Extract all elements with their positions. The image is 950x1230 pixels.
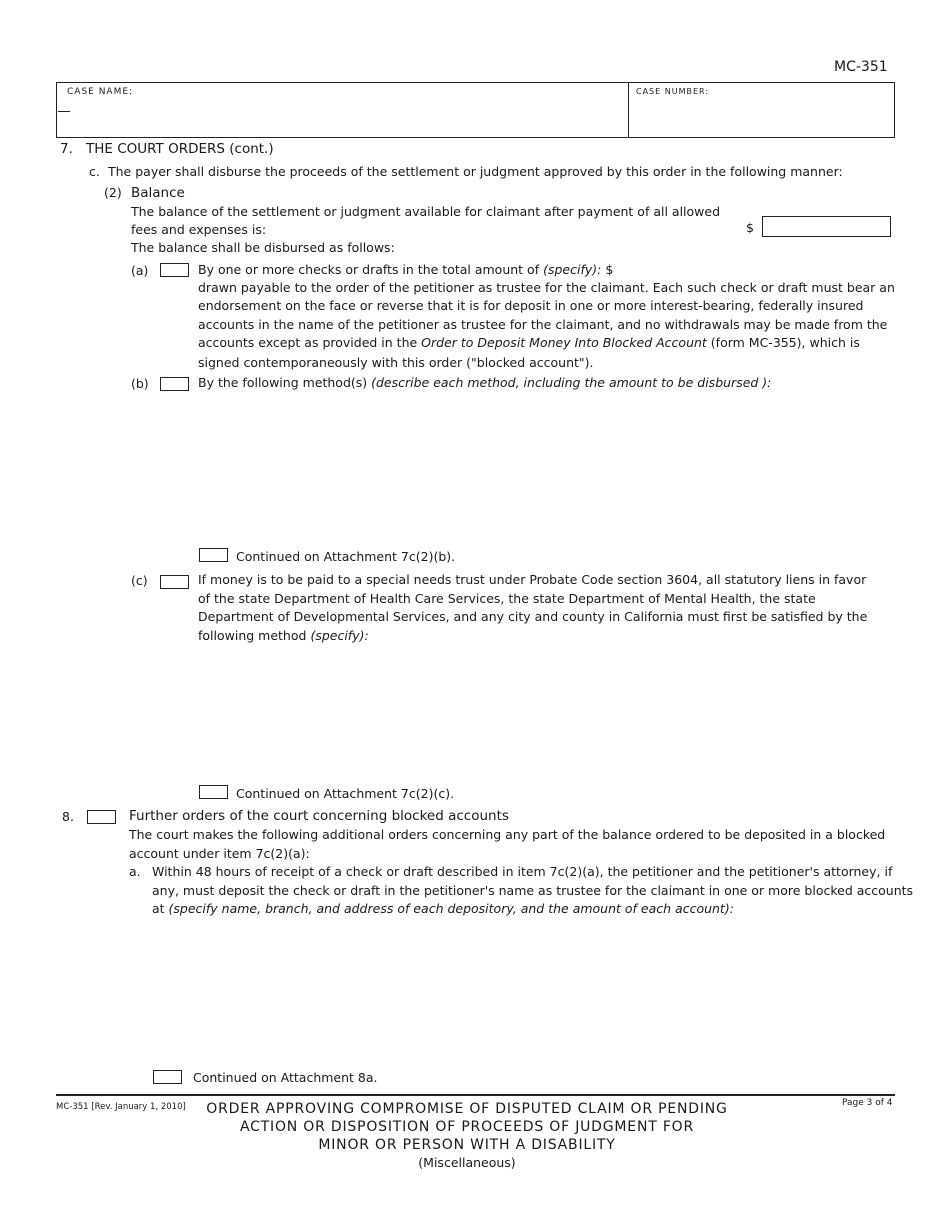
option-b-checkbox[interactable] <box>160 377 189 391</box>
balance-line-1: The balance of the settlement or judgment available for claimant after payment of all allowed <box>131 204 721 219</box>
option-a-line-5-post: (form MC-355), which is <box>710 335 860 350</box>
form-title-line-2: ACTION OR DISPOSITION OF PROCEEDS OF JUDGMENT FOR <box>239 1119 695 1135</box>
option-c-line-3: Department of Developmental Services, and any city and county in California must first be satisfied by the <box>198 609 868 624</box>
option-a-specify: (specify): <box>543 262 602 277</box>
option-a-checkbox[interactable] <box>160 263 189 277</box>
option-b-continued-checkbox[interactable] <box>199 548 228 562</box>
option-c-line-1: If money is to be paid to a special needs trust under Probate Code section 3604, all statutory liens in favor <box>198 572 867 587</box>
item7-heading: THE COURT ORDERS (cont.) <box>86 141 274 157</box>
item7c-letter: c. <box>89 164 100 179</box>
option-b-continued-label: Continued on Attachment 7c(2)(b). <box>236 549 456 564</box>
option-a-dollar: $ <box>605 262 614 277</box>
option-b-text-pre: By the following method(s) <box>198 375 368 390</box>
item7-number: 7. <box>60 141 73 157</box>
option-c-continued-checkbox[interactable] <box>199 785 228 799</box>
option-c-line-2: of the state Department of Health Care Services, the state Department of Mental Health, the state <box>198 591 816 606</box>
case-name-label: CASE NAME: <box>67 87 134 97</box>
item8-intro-line-2: account under item 7c(2)(a): <box>129 846 310 861</box>
form-title-line-3: MINOR OR PERSON WITH A DISABILITY <box>318 1137 616 1153</box>
item8-heading: Further orders of the court concerning blocked accounts <box>129 808 509 824</box>
balance-amount-input[interactable] <box>762 216 891 237</box>
case-number-label: CASE NUMBER: <box>636 87 710 96</box>
item8-checkbox[interactable] <box>87 810 116 824</box>
item8a-specify: (specify name, branch, and address of each depository, and the amount of each account): <box>168 901 734 916</box>
item8a-line-1: Within 48 hours of receipt of a check or draft described in item 7c(2)(a), the petitioner and the petitioner's attorney, if <box>152 864 893 879</box>
option-a-label: (a) <box>131 263 149 278</box>
option-c-method-area[interactable] <box>198 648 888 778</box>
option-a-line-5 <box>198 335 860 350</box>
option-a-line-5-pre: accounts except as provided in the <box>198 335 418 350</box>
balance-line-2: fees and expenses is: <box>131 222 267 237</box>
footer-rule <box>56 1094 895 1096</box>
option-b-label: (b) <box>131 376 149 391</box>
option-a-line-3: endorsement on the face or reverse that it is for deposit in one or more interest-bearing, federally insured <box>198 298 864 313</box>
item8a-letter: a. <box>129 864 141 879</box>
item7c2-number: (2) <box>104 185 122 200</box>
item8-number: 8. <box>62 809 74 824</box>
option-c-specify: (specify): <box>310 628 369 643</box>
option-a-line-1 <box>198 262 613 277</box>
form-title-line-4: (Miscellaneous) <box>418 1155 516 1170</box>
form-id: MC-351 <box>834 59 888 75</box>
item8a-continued-label: Continued on Attachment 8a. <box>193 1070 378 1085</box>
form-title <box>196 1100 738 1172</box>
footer-revision: MC-351 [Rev. January 1, 2010] <box>56 1102 186 1112</box>
option-a-form-title: Order to Deposit Money Into Blocked Account <box>421 335 707 350</box>
option-a-line-2: drawn payable to the order of the petitioner as trustee for the claimant. Each such check or draft must bear an <box>198 280 895 295</box>
item8a-line-3 <box>152 901 734 916</box>
case-name-field[interactable] <box>58 100 626 136</box>
option-b-text-italic: (describe each method, including the amount to be disbursed ): <box>371 375 772 390</box>
option-b-method-area[interactable] <box>198 396 888 541</box>
item7c-text: The payer shall disburse the proceeds of the settlement or judgment approved by this order in the following manner: <box>108 164 843 179</box>
option-c-line-4-pre: following method <box>198 628 307 643</box>
option-a-line-4: accounts in the name of the petitioner as trustee for the claimant, and no withdrawals may be made from the <box>198 317 888 332</box>
option-a-line-1-text: By one or more checks or drafts in the total amount of <box>198 262 540 277</box>
footer-page-number: Page 3 of 4 <box>842 1098 893 1108</box>
item8-intro-line-1: The court makes the following additional orders concerning any part of the balance ordered to be deposited in a blocked <box>129 827 886 842</box>
option-c-continued-label: Continued on Attachment 7c(2)(c). <box>236 786 455 801</box>
option-c-checkbox[interactable] <box>160 575 189 589</box>
item8a-line-2: any, must deposit the check or draft in the petitioner's name as trustee for the claimant in one or more blocked accounts <box>152 883 914 898</box>
disbursed-line: The balance shall be disbursed as follows: <box>131 240 395 255</box>
case-number-field[interactable] <box>631 100 893 136</box>
option-a-line-6: signed contemporaneously with this order ("blocked account"). <box>198 355 594 370</box>
item7c2-heading: Balance <box>131 185 185 201</box>
form-title-line-1: ORDER APPROVING COMPROMISE OF DISPUTED CLAIM OR PENDING <box>206 1101 728 1117</box>
item8a-line-3-pre: at <box>152 901 165 916</box>
option-b-text <box>198 375 771 390</box>
item8a-continued-checkbox[interactable] <box>153 1070 182 1084</box>
option-c-label: (c) <box>131 573 148 588</box>
balance-dollar-sign: $ <box>746 220 754 235</box>
item8a-depository-area[interactable] <box>152 922 888 1062</box>
case-name-tick <box>58 111 70 112</box>
option-c-line-4 <box>198 628 369 643</box>
case-header-divider <box>628 82 629 138</box>
